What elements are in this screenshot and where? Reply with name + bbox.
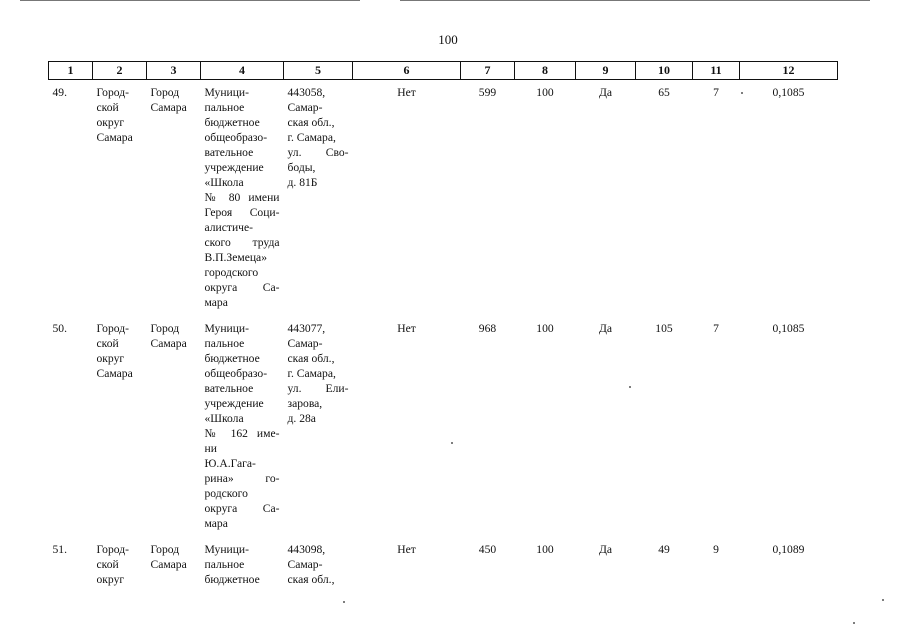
column-header: 5 xyxy=(284,62,353,80)
cell-line: ская обл., xyxy=(287,116,335,129)
cell-line: Город- xyxy=(96,322,129,335)
cell-line: вательное xyxy=(204,146,254,159)
header-row xyxy=(49,62,838,80)
cell-line: д. 28а xyxy=(287,412,316,425)
cell-line: учреждение xyxy=(204,397,264,410)
cell-col7: 599 xyxy=(478,86,497,99)
cell-col8: 100 xyxy=(536,543,554,556)
cell-line: боды, xyxy=(287,161,316,174)
cell-line: Самара xyxy=(150,558,187,571)
cell-col11: 7 xyxy=(713,86,719,99)
cell-line: бюджетное xyxy=(204,352,260,365)
cell-col8: 100 xyxy=(536,322,554,335)
column-header: 1 xyxy=(49,62,93,80)
table-row xyxy=(49,80,838,317)
cell-line: 443098, xyxy=(287,543,326,556)
cell-line: пальное xyxy=(204,101,245,114)
address-cell xyxy=(284,316,353,537)
cell-line: ул. Сво- xyxy=(287,146,349,159)
cell-col9: Да xyxy=(598,543,613,556)
cell-line: Муници- xyxy=(204,322,249,335)
cell-line: «Школа xyxy=(204,176,244,189)
cell-line: ская обл., xyxy=(287,573,335,586)
cell-line: городского xyxy=(204,266,259,279)
cell-line: пальное xyxy=(204,558,245,571)
cell-col12: 0,1085 xyxy=(772,322,805,335)
cell-line: Самара xyxy=(96,131,133,144)
cell-line: Город xyxy=(150,86,180,99)
cell-col12: 0,1089 xyxy=(772,543,805,556)
cell-line: ул. Ели- xyxy=(287,382,349,395)
district-cell xyxy=(93,80,147,317)
cell-line: Город- xyxy=(96,86,129,99)
address-cell xyxy=(284,80,353,317)
cell-line: ского труда xyxy=(204,236,280,249)
cell-line: бюджетное xyxy=(204,116,260,129)
cell-line: Город xyxy=(150,543,180,556)
cell-line: № 162 име- xyxy=(204,427,280,440)
register-table xyxy=(48,61,838,593)
cell-line: г. Самара, xyxy=(287,367,336,380)
cell-line: зарова, xyxy=(287,397,323,410)
cell-line: округ xyxy=(96,116,125,129)
cell-line: ской xyxy=(96,101,119,114)
cell-col11: 7 xyxy=(713,322,719,335)
cell-line: округа Са- xyxy=(204,502,280,515)
cell-line: алистиче- xyxy=(204,221,253,234)
column-header: 4 xyxy=(201,62,284,80)
address-cell xyxy=(284,537,353,593)
cell-line: Ю.А.Гага- xyxy=(204,457,256,470)
column-header: 7 xyxy=(461,62,515,80)
cell-line: общеобразо- xyxy=(204,367,268,380)
district-cell xyxy=(93,316,147,537)
cell-line: Самара xyxy=(96,367,133,380)
column-header: 10 xyxy=(636,62,693,80)
cell-line: мара xyxy=(204,517,228,530)
scan-speck xyxy=(882,599,884,601)
cell-line: Город xyxy=(150,322,180,335)
cell-line: округа Са- xyxy=(204,281,280,294)
row-number: 51. xyxy=(52,543,67,556)
cell-line: пальное xyxy=(204,337,245,350)
district-cell xyxy=(93,537,147,593)
cell-col12: 0,1085 xyxy=(772,86,805,99)
column-header: 9 xyxy=(576,62,636,80)
cell-col10: 49 xyxy=(658,543,670,556)
cell-line: вательное xyxy=(204,382,254,395)
locality-cell xyxy=(147,316,201,537)
column-header: 11 xyxy=(693,62,740,80)
cell-line: Героя Соци- xyxy=(204,206,280,219)
cell-line: Самара xyxy=(150,337,187,350)
cell-line: № 80 имени xyxy=(204,191,280,204)
cell-col6: Нет xyxy=(397,86,416,99)
table-row xyxy=(49,316,838,537)
cell-line: ская обл., xyxy=(287,352,335,365)
column-header: 3 xyxy=(147,62,201,80)
cell-col10: 105 xyxy=(655,322,673,335)
scan-speck xyxy=(853,622,855,624)
cell-line: ни xyxy=(204,442,217,455)
scan-speck xyxy=(629,386,631,388)
row-number: 50. xyxy=(52,322,67,335)
cell-line: Самар- xyxy=(287,558,323,571)
cell-line: ской xyxy=(96,337,119,350)
cell-col8: 100 xyxy=(536,86,554,99)
cell-line: 443058, xyxy=(287,86,326,99)
institution-name-cell xyxy=(201,316,284,537)
cell-line: г. Самара, xyxy=(287,131,336,144)
cell-col9: Да xyxy=(598,86,613,99)
scan-speck xyxy=(451,442,453,444)
cell-col10: 65 xyxy=(658,86,670,99)
column-header: 6 xyxy=(353,62,461,80)
row-number: 49. xyxy=(52,86,67,99)
locality-cell xyxy=(147,80,201,317)
cell-col6: Нет xyxy=(397,543,416,556)
locality-cell xyxy=(147,537,201,593)
cell-line: ской xyxy=(96,558,119,571)
cell-col7: 450 xyxy=(478,543,497,556)
cell-line: родского xyxy=(204,487,248,500)
column-header: 12 xyxy=(740,62,838,80)
cell-line: рина» го- xyxy=(204,472,280,485)
cell-line: Самара xyxy=(150,101,187,114)
cell-line: В.П.Земеца» xyxy=(204,251,267,264)
scan-speck xyxy=(741,92,743,94)
cell-line: Самар- xyxy=(287,101,323,114)
cell-col9: Да xyxy=(598,322,613,335)
cell-col6: Нет xyxy=(397,322,416,335)
cell-col11: 9 xyxy=(713,543,719,556)
cell-line: учреждение xyxy=(204,161,264,174)
institution-name-cell xyxy=(201,537,284,593)
cell-line: Муници- xyxy=(204,86,249,99)
scan-speck xyxy=(343,601,345,603)
cell-line: д. 81Б xyxy=(287,176,318,189)
institution-name-cell xyxy=(201,80,284,317)
cell-line: Муници- xyxy=(204,543,249,556)
column-header: 8 xyxy=(515,62,576,80)
cell-line: Город- xyxy=(96,543,129,556)
cell-line: округ xyxy=(96,352,125,365)
cell-line: округ xyxy=(96,573,125,586)
cell-line: «Школа xyxy=(204,412,244,425)
cell-line: общеобразо- xyxy=(204,131,268,144)
page-number: 100 xyxy=(438,32,458,47)
cell-line: мара xyxy=(204,296,228,309)
cell-col7: 968 xyxy=(478,322,497,335)
cell-line: бюджетное xyxy=(204,573,260,586)
column-header: 2 xyxy=(93,62,147,80)
cell-line: Самар- xyxy=(287,337,323,350)
cell-line: 443077, xyxy=(287,322,326,335)
table-row xyxy=(49,537,838,593)
